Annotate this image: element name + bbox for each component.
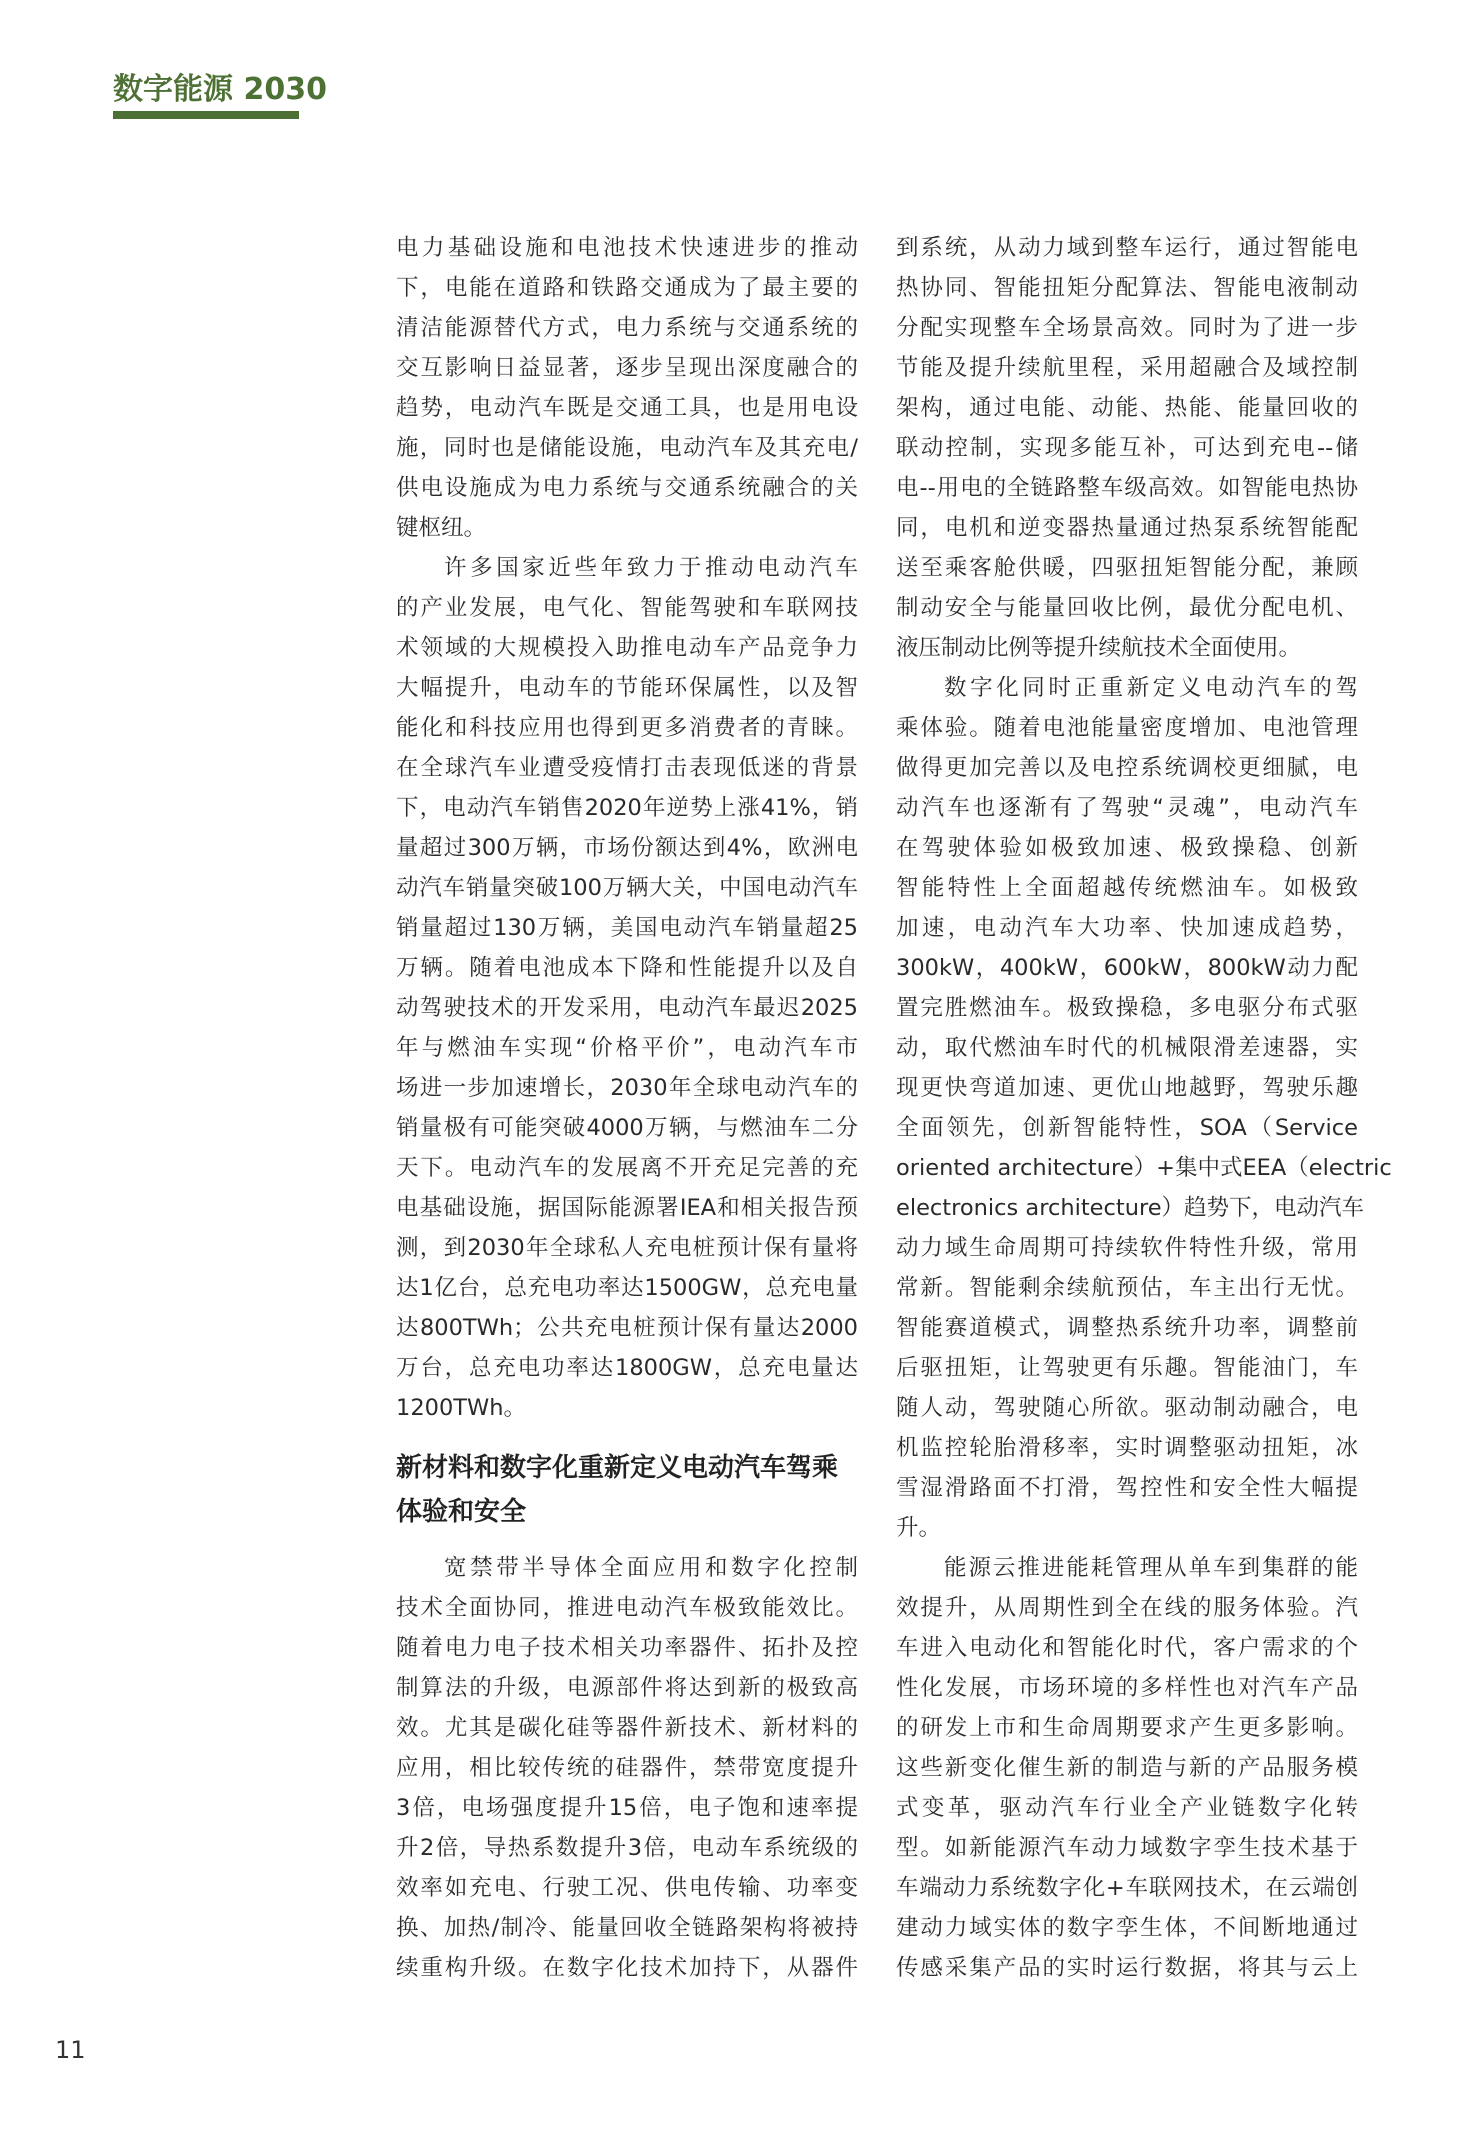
right-column bbox=[896, 228, 1392, 1988]
text-line: 施，同时也是储能设施，电动汽车及其充电/ bbox=[396, 435, 858, 461]
heading-line: 新材料和数字化重新定义电动汽车驾乘 bbox=[396, 1453, 839, 1483]
text-line: 联动控制，实现多能互补，可达到充电--储 bbox=[896, 435, 1358, 461]
text-line: 智能赛道模式，调整热系统升功率，调整前 bbox=[896, 1315, 1358, 1341]
text-line: 分配实现整车全场景高效。同时为了进一步 bbox=[896, 315, 1358, 341]
text-line: 现更快弯道加速、更优山地越野，驾驶乐趣 bbox=[896, 1075, 1358, 1101]
text-line: 下，电能在道路和铁路交通成为了最主要的 bbox=[396, 275, 858, 301]
text-line: 场进一步加速增长，2030年全球电动汽车的 bbox=[396, 1075, 858, 1101]
text-line: 这些新变化催生新的制造与新的产品服务模 bbox=[896, 1755, 1358, 1781]
text-line: 1200TWh。 bbox=[396, 1395, 527, 1421]
text-line: 应用，相比较传统的硅器件，禁带宽度提升 bbox=[396, 1755, 858, 1781]
text-line: 置完胜燃油车。极致操稳，多电驱分布式驱 bbox=[896, 995, 1358, 1021]
text-line: 制动安全与能量回收比例，最优分配电机、 bbox=[896, 595, 1358, 621]
text-line: 传感采集产品的实时运行数据，将其与云上 bbox=[896, 1955, 1358, 1981]
text-line: 乘体验。随着电池能量密度增加、电池管理 bbox=[896, 715, 1358, 741]
heading-line: 体验和安全 bbox=[396, 1497, 527, 1527]
text-line: 后驱扭矩，让驾驶更有乐趣。智能油门，车 bbox=[896, 1355, 1358, 1381]
text-line: 换、加热/制冷、能量回收全链路架构将被持 bbox=[396, 1915, 858, 1941]
paragraph bbox=[896, 668, 1392, 1548]
text-line: 随人动，驾驶随心所欲。驱动制动融合，电 bbox=[896, 1395, 1358, 1421]
text-line: 动驾驶技术的开发采用，电动汽车最迟2025 bbox=[396, 995, 858, 1021]
text-line: 销量极有可能突破4000万辆，与燃油车二分 bbox=[396, 1115, 858, 1141]
text-line: 电基础设施，据国际能源署IEA和相关报告预 bbox=[396, 1195, 858, 1221]
text-line: 动汽车销量突破100万辆大关，中国电动汽车 bbox=[396, 875, 858, 901]
text-line: 电--用电的全链路整车级高效。如智能电热协 bbox=[896, 475, 1358, 501]
text-line: 动，取代燃油车时代的机械限滑差速器，实 bbox=[896, 1035, 1358, 1061]
text-line: 数字化同时正重新定义电动汽车的驾 bbox=[944, 675, 1358, 701]
text-line: 到系统，从动力域到整车运行，通过智能电 bbox=[896, 235, 1358, 261]
text-line: 达1亿台，总充电功率达1500GW，总充电量 bbox=[396, 1275, 858, 1301]
text-line: 技术全面协同，推进电动汽车极致能效比。 bbox=[396, 1595, 858, 1621]
text-line: 效提升，从周期性到全在线的服务体验。汽 bbox=[896, 1595, 1358, 1621]
paragraph bbox=[896, 228, 1358, 668]
left-column bbox=[396, 228, 858, 1988]
text-line: 热协同、智能扭矩分配算法、智能电液制动 bbox=[896, 275, 1358, 301]
text-line: 的产业发展，电气化、智能驾驶和车联网技 bbox=[396, 595, 858, 621]
text-line: 效。尤其是碳化硅等器件新技术、新材料的 bbox=[396, 1715, 858, 1741]
text-line: 式变革，驱动汽车行业全产业链数字化转 bbox=[896, 1795, 1358, 1821]
text-line: 的研发上市和生命周期要求产生更多影响。 bbox=[896, 1715, 1358, 1741]
text-line: 交互影响日益显著，逐步呈现出深度融合的 bbox=[396, 355, 858, 381]
text-line: 键枢纽。 bbox=[396, 515, 487, 541]
text-line: 送至乘客舱供暖，四驱扭矩智能分配，兼顾 bbox=[896, 555, 1358, 581]
text-line: 电力基础设施和电池技术快速进步的推动 bbox=[396, 235, 858, 261]
paragraph bbox=[396, 228, 858, 548]
text-line: 加速，电动汽车大功率、快加速成趋势， bbox=[896, 915, 1358, 941]
text-line: 趋势，电动汽车既是交通工具，也是用电设 bbox=[396, 395, 858, 421]
text-line: 大幅提升，电动车的节能环保属性，以及智 bbox=[396, 675, 858, 701]
text-line: 销量超过130万辆，美国电动汽车销量超25 bbox=[396, 915, 858, 941]
text-line: 术领域的大规模投入助推电动车产品竞争力 bbox=[396, 635, 858, 661]
text-line: 常新。智能剩余续航预估，车主出行无忧。 bbox=[896, 1275, 1358, 1301]
text-line: electronics architecture）趋势下，电动汽车 bbox=[896, 1195, 1365, 1221]
text-line: 在全球汽车业遭受疫情打击表现低迷的背景 bbox=[396, 755, 858, 781]
text-line: 能源云推进能耗管理从单车到集群的能 bbox=[944, 1555, 1358, 1581]
text-line: 测，到2030年全球私人充电桩预计保有量将 bbox=[396, 1235, 858, 1261]
text-line: 升2倍，导热系数提升3倍，电动车系统级的 bbox=[396, 1835, 858, 1861]
text-line: 效率如充电、行驶工况、供电传输、功率变 bbox=[396, 1875, 858, 1901]
paragraph bbox=[396, 548, 858, 1428]
section-heading bbox=[396, 1446, 858, 1534]
text-line: 在驾驶体验如极致加速、极致操稳、创新 bbox=[896, 835, 1358, 861]
text-line: 车端动力系统数字化+车联网技术，在云端创 bbox=[896, 1875, 1358, 1901]
text-line: 3倍，电场强度提升15倍，电子饱和速率提 bbox=[396, 1795, 858, 1821]
text-line: oriented architecture）+集中式EEA（electric bbox=[896, 1155, 1392, 1181]
text-line: 宽禁带半导体全面应用和数字化控制 bbox=[444, 1555, 858, 1581]
text-line: 制算法的升级，电源部件将达到新的极致高 bbox=[396, 1675, 858, 1701]
text-line: 智能特性上全面超越传统燃油车。如极致 bbox=[896, 875, 1358, 901]
paragraph bbox=[396, 1548, 858, 1988]
page-header-title: 数字能源 2030 bbox=[113, 72, 327, 107]
text-line: 液压制动比例等提升续航技术全面使用。 bbox=[896, 635, 1302, 661]
text-line: 动汽车也逐渐有了驾驶“灵魂”，电动汽车 bbox=[896, 795, 1358, 821]
page-number: 11 bbox=[55, 2036, 86, 2064]
text-line: 性化发展，市场环境的多样性也对汽车产品 bbox=[896, 1675, 1358, 1701]
text-line: 升。 bbox=[896, 1515, 942, 1541]
text-line: 架构，通过电能、动能、热能、能量回收的 bbox=[896, 395, 1358, 421]
header-accent-bar bbox=[113, 111, 299, 119]
text-line: 300kW，400kW，600kW，800kW动力配 bbox=[896, 955, 1358, 981]
text-line: 清洁能源替代方式，电力系统与交通系统的 bbox=[396, 315, 858, 341]
text-line: 万辆。随着电池成本下降和性能提升以及自 bbox=[396, 955, 858, 981]
text-line: 量超过300万辆，市场份额达到4%，欧洲电 bbox=[396, 835, 858, 861]
text-line: 做得更加完善以及电控系统调校更细腻，电 bbox=[896, 755, 1358, 781]
text-line: 车进入电动化和智能化时代，客户需求的个 bbox=[896, 1635, 1358, 1661]
paragraph bbox=[896, 1548, 1358, 1988]
text-line: 下，电动汽车销售2020年逆势上涨41%，销 bbox=[396, 795, 858, 821]
text-line: 雪湿滑路面不打滑，驾控性和安全性大幅提 bbox=[896, 1475, 1358, 1501]
text-line: 节能及提升续航里程，采用超融合及域控制 bbox=[896, 355, 1358, 381]
text-line: 年与燃油车实现“价格平价”，电动汽车市 bbox=[396, 1035, 858, 1061]
text-line: 续重构升级。在数字化技术加持下，从器件 bbox=[396, 1955, 858, 1981]
text-line: 同，电机和逆变器热量通过热泵系统智能配 bbox=[896, 515, 1358, 541]
text-line: 许多国家近些年致力于推动电动汽车 bbox=[444, 555, 858, 581]
text-line: 型。如新能源汽车动力域数字孪生技术基于 bbox=[896, 1835, 1358, 1861]
text-line: 万台，总充电功率达1800GW，总充电量达 bbox=[396, 1355, 858, 1381]
text-line: 天下。电动汽车的发展离不开充足完善的充 bbox=[396, 1155, 858, 1181]
text-line: 供电设施成为电力系统与交通系统融合的关 bbox=[396, 475, 858, 501]
text-line: 能化和科技应用也得到更多消费者的青睐。 bbox=[396, 715, 858, 741]
text-line: 全面领先，创新智能特性，SOA（Service bbox=[896, 1115, 1358, 1141]
text-line: 建动力域实体的数字孪生体，不间断地通过 bbox=[896, 1915, 1358, 1941]
text-line: 随着电力电子技术相关功率器件、拓扑及控 bbox=[396, 1635, 858, 1661]
text-line: 动力域生命周期可持续软件特性升级，常用 bbox=[896, 1235, 1358, 1261]
text-line: 达800TWh；公共充电桩预计保有量达2000 bbox=[396, 1315, 858, 1341]
text-line: 机监控轮胎滑移率，实时调整驱动扭矩，冰 bbox=[896, 1435, 1358, 1461]
